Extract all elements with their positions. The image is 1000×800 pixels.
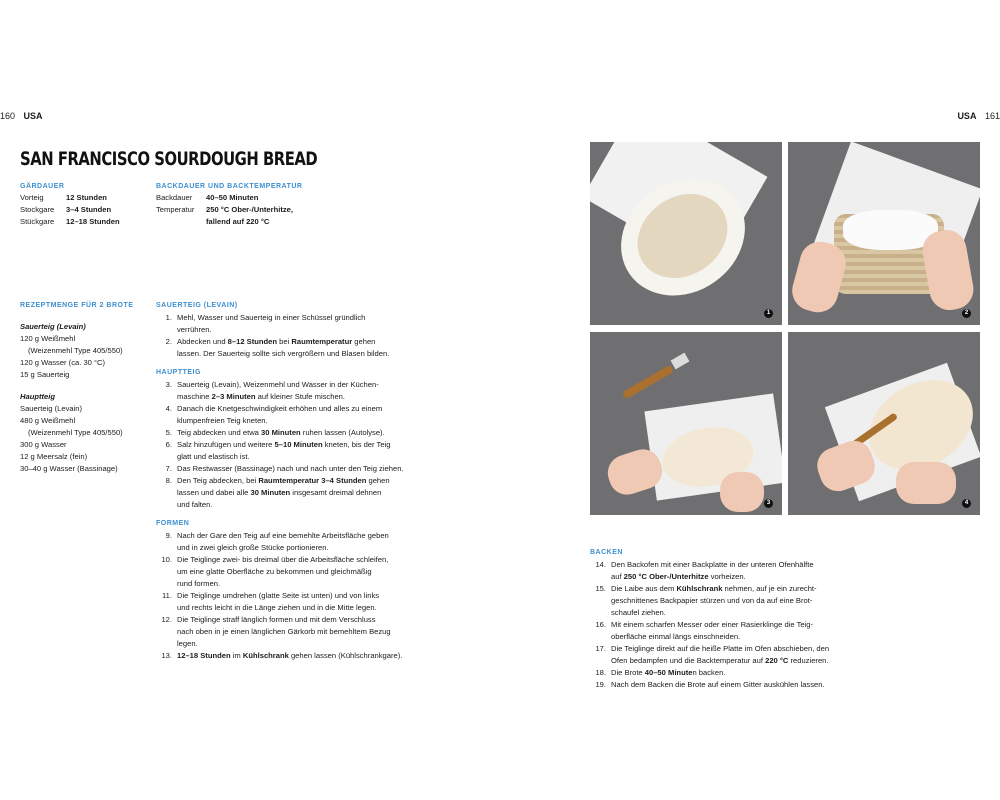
page-number: 160 [0,111,16,121]
step-text: Die Teiglinge umdrehen (glatte Seite ist unten) und von links und rechts leicht in die Länge ziehen und in die Mitte legen. [177,591,380,612]
step-text: Die Teiglinge zwei- bis dreimal über die Arbeitsfläche schleifen, um eine glatte Oberfläche zu bekommen und gleichmäßig rund formen. [177,555,389,588]
info-label: Stockgare [20,205,55,214]
step-list [156,530,446,662]
photo-3 [590,332,782,515]
step-text: Das Restwasser (Bassinage) nach und nach unter den Teig ziehen. [177,464,404,473]
recipe-title: SAN FRANCISCO SOURDOUGH BREAD [20,148,318,170]
step-number: 6. [165,440,172,449]
step-item [156,530,446,554]
step-number: 7. [165,464,172,473]
step-number: 8. [165,476,172,485]
section-heading: SAUERTEIG (LEVAIN) [156,302,238,309]
info-value: 12 Stunden [66,193,107,202]
photo-number: 4 [962,499,971,508]
section-label: USA [957,111,977,121]
photo-1 [590,142,782,325]
step-text: Nach dem Backen die Brote auf einem Gitter auskühlen lassen. [611,680,825,689]
ingredient-item: 15 g Sauerteig [20,370,70,379]
ingredients-heading: REZEPTMENGE FÜR 2 BROTE [20,302,134,309]
step-text: Mehl, Wasser und Sauerteig in einer Schüssel gründlich verrühren. [177,313,366,334]
info-value: 12–18 Stunden [66,217,120,226]
step-number: 19. [595,680,606,689]
step-item [590,679,890,691]
step-number: 17. [595,644,606,653]
step-list [590,559,890,691]
page-number: 161 [984,111,1000,121]
ingredient-item: (Weizenmehl Type 405/550) [28,428,123,437]
info-label: Vorteig [20,193,44,202]
section-heading: BACKEN [590,549,623,556]
step-item [156,312,446,336]
step-item [156,427,446,439]
info-label: Backdauer [156,193,193,202]
step-number: 9. [165,531,172,540]
photo-number: 1 [764,309,773,318]
info-row [20,204,120,216]
photo-number: 2 [962,309,971,318]
step-item [590,583,890,619]
baking-heading: BACKDAUER UND BACKTEMPERATUR [156,183,303,190]
step-number: 5. [165,428,172,437]
step-item [590,667,890,679]
photo-number: 3 [764,499,773,508]
sauerteig-subtitle: Sauerteig (Levain) [20,322,86,331]
fermentation-block [20,183,120,228]
section-label: USA [23,111,43,121]
step-number: 4. [165,404,172,413]
step-number: 10. [161,555,172,564]
section-sauerteig [156,300,446,360]
step-number: 18. [595,668,606,677]
baking-rows [156,192,302,228]
step-item [156,336,446,360]
step-text: Nach der Gare den Teig auf eine bemehlte Arbeitsfläche geben und in zwei gleich große Stücke portionieren. [177,531,389,552]
step-number: 12. [161,615,172,624]
ingredient-item: Sauerteig (Levain) [20,404,83,413]
step-text: Die Laibe aus dem Kühlschrank nehmen, auf je ein zurecht- geschnittenes Backpapier stürzen und von da auf eine Brot- schaufel ziehen. [611,584,817,617]
ingredient-item: (Weizenmehl Type 405/550) [28,346,123,355]
hauptteig-subtitle: Hauptteig [20,392,56,401]
ingredient-item: 30–40 g Wasser (Bassinage) [20,464,118,473]
ingredient-item: 12 g Meersalz (fein) [20,452,88,461]
step-number: 2. [165,337,172,346]
section-heading: FORMEN [156,520,190,527]
step-item [590,619,890,643]
step-item [156,475,446,511]
info-row [20,216,120,228]
step-text: Sauerteig (Levain), Weizenmehl und Wasser in der Küchen- maschine 2–3 Minuten auf kleiner Stufe mischen. [177,380,379,401]
info-label [156,216,206,228]
right-folio [957,111,1000,121]
info-value: 3–4 Stunden [66,205,112,214]
step-text: Danach die Knetgeschwindigkeit erhöhen und alles zu einem klumpenfreien Teig kneten. [177,404,383,425]
step-text: Die Brote 40–50 Minuten backen. [611,668,726,677]
photo-2 [788,142,980,325]
info-row [156,204,302,216]
step-number: 14. [595,560,606,569]
step-number: 3. [165,380,172,389]
step-item [156,463,446,475]
step-item [156,614,446,650]
step-text: Die Teiglinge direkt auf die heiße Platte im Ofen abschieben, den Ofen bedampfen und die Backtemperatur auf 220 °C reduzieren. [611,644,830,665]
section-heading: HAUPTTEIG [156,369,201,376]
info-row [156,216,302,228]
step-item [590,643,890,667]
step-item [156,379,446,403]
ingredient-item: 300 g Wasser [20,440,67,449]
step-list [156,379,446,511]
step-text: Mit einem scharfen Messer oder einer Rasierklinge die Teig- oberfläche einmal längs einschneiden. [611,620,814,641]
step-item [156,403,446,427]
fermentation-heading: GÄRDAUER [20,183,65,190]
section-backen [590,547,890,691]
info-row [156,192,302,204]
info-value: fallend auf 220 °C [206,217,270,226]
step-text: Den Backofen mit einer Backplatte in der unteren Ofenhälfte auf 250 °C Ober-/Unterhitze vorheizen. [611,560,814,581]
step-item [590,559,890,583]
step-text: 12–18 Stunden im Kühlschrank gehen lassen (Kühlschrankgare). [177,651,403,660]
step-number: 16. [595,620,606,629]
step-item [156,650,446,662]
step-text: Abdecken und 8–12 Stunden bei Raumtemperatur gehen lassen. Der Sauerteig sollte sich vergrößern und Blasen bilden. [177,337,390,358]
fermentation-rows [20,192,120,228]
step-item [156,439,446,463]
info-value: 40–50 Minuten [206,193,259,202]
step-text: Die Teiglinge straff länglich formen und mit dem Verschluss nach oben in je einen länglichen Gärkorb mit bemehltem Bezug legen. [177,615,391,648]
ingredient-item: 120 g Wasser (ca. 30 °C) [20,358,106,367]
ingredient-item: 480 g Weißmehl [20,416,76,425]
step-text: Den Teig abdecken, bei Raumtemperatur 3–4 Stunden gehen lassen und dabei alle 30 Minuten insgesamt dreimal dehnen und falten. [177,476,390,509]
ingredients-block [20,300,133,475]
info-label: Stückgare [20,217,55,226]
section-formen [156,518,446,662]
info-row [20,192,120,204]
section-hauptteig [156,367,446,511]
step-list [156,312,446,360]
info-label: Temperatur [156,205,195,214]
info-value: 250 °C Ober-/Unterhitze, [206,205,294,214]
step-number: 11. [162,591,172,600]
method-block [156,300,446,662]
step-item [156,554,446,590]
baking-block [156,183,302,228]
step-number: 15. [595,584,606,593]
step-number: 13. [161,651,172,660]
step-text: Salz hinzufügen und weitere 5–10 Minuten kneten, bis der Teig glatt und elastisch ist. [177,440,391,461]
left-folio [0,111,43,121]
ingredient-item: 120 g Weißmehl [20,334,76,343]
step-text: Teig abdecken und etwa 30 Minuten ruhen lassen (Autolyse). [177,428,385,437]
photo-4 [788,332,980,515]
step-item [156,590,446,614]
step-number: 1. [165,313,172,322]
